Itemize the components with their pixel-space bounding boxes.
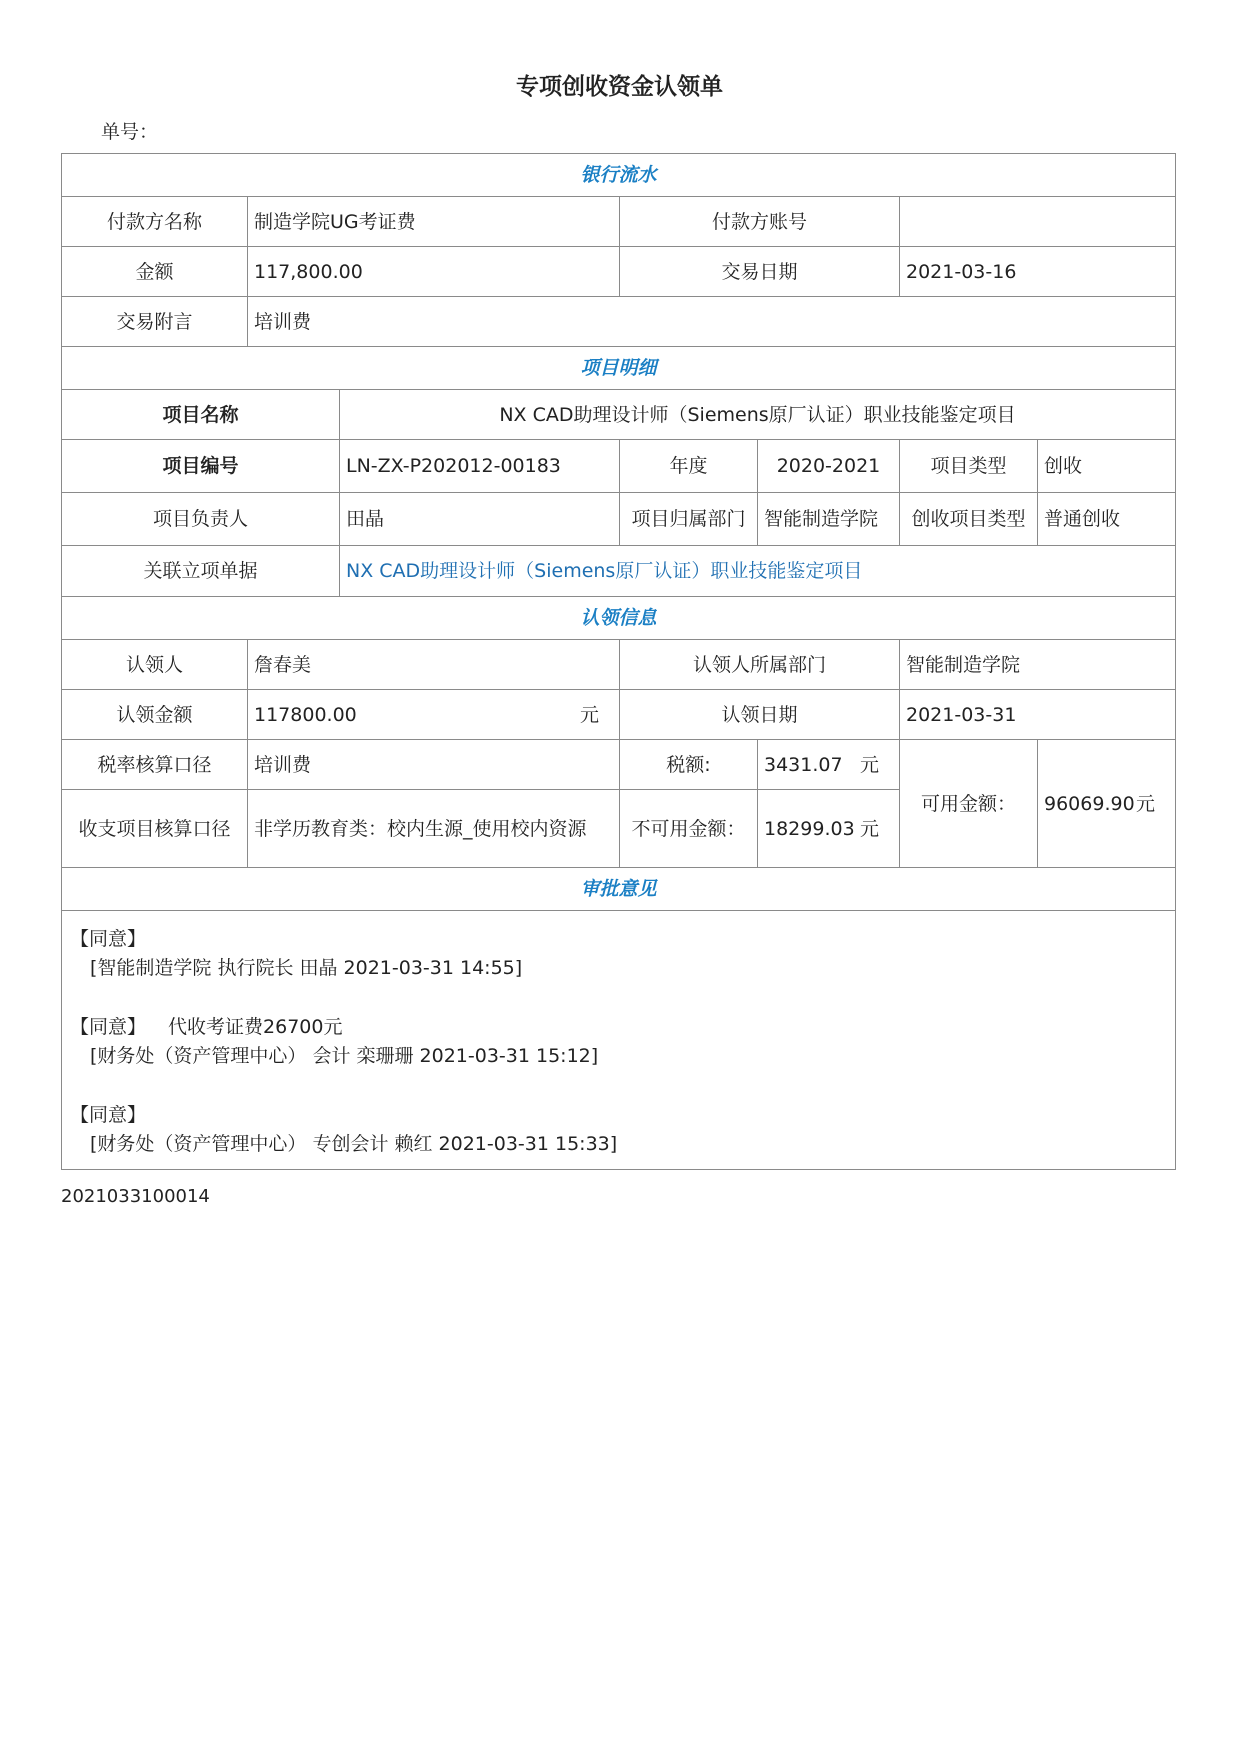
approval-note: 代收考证费26700元: [168, 1016, 343, 1038]
approval-entry: [70, 1101, 1167, 1159]
approval-verdict: 【同意】: [70, 1104, 147, 1126]
approval-list: [62, 911, 1176, 1170]
project-dept-label: 项目归属部门: [620, 493, 758, 546]
tax-basis-value: 培训费: [248, 740, 620, 790]
claim-date-label: 认领日期: [620, 690, 900, 740]
project-code-value: LN-ZX-P202012-00183: [340, 440, 620, 493]
section-bank-flow: 银行流水: [62, 154, 1176, 197]
unavailable-label: 不可用金额：: [620, 790, 758, 868]
project-dept-value: 智能制造学院: [758, 493, 900, 546]
section-claim-info: 认领信息: [62, 597, 1176, 640]
approval-verdict: 【同意】: [70, 1016, 147, 1038]
section-approval: 审批意见: [62, 868, 1176, 911]
section-project-detail: 项目明细: [62, 347, 1176, 390]
amount-value: 117,800.00: [248, 247, 620, 297]
project-type-value: 创收: [1038, 440, 1176, 493]
item-basis-label: 收支项目核算口径: [62, 790, 248, 868]
tax-basis-label: 税率核算口径: [62, 740, 248, 790]
approval-entry: [70, 1013, 1167, 1071]
amount-label: 金额: [62, 247, 248, 297]
item-basis-value: 非学历教育类：校内生源_使用校内资源: [248, 790, 620, 868]
project-code-label: 项目编号: [62, 440, 340, 493]
claim-amount-value: 117800.00: [254, 703, 357, 726]
claimer-label: 认领人: [62, 640, 248, 690]
available-unit: 元: [1136, 792, 1156, 815]
trade-date-label: 交易日期: [620, 247, 900, 297]
claim-amount-unit: 元: [579, 703, 599, 726]
payer-account-label: 付款方账号: [620, 197, 900, 247]
payer-name-label: 付款方名称: [62, 197, 248, 247]
unavailable-unit: 元: [859, 817, 879, 840]
payer-account-value: [900, 197, 1176, 247]
available-value: 96069.90: [1044, 792, 1135, 815]
project-year-label: 年度: [620, 440, 758, 493]
linked-doc-label: 关联立项单据: [62, 546, 340, 597]
approval-entry: [70, 925, 1167, 983]
payer-name-value: 制造学院UG考证费: [248, 197, 620, 247]
tax-label: 税额:: [620, 740, 758, 790]
available-label: 可用金额：: [900, 740, 1038, 868]
trade-date-value: 2021-03-16: [900, 247, 1176, 297]
project-owner-value: 田晶: [340, 493, 620, 546]
tax-cell: [758, 740, 900, 790]
trade-memo-value: 培训费: [248, 297, 1176, 347]
claim-amount-cell: [248, 690, 620, 740]
project-name-value: NX CAD助理设计师（Siemens原厂认证）职业技能鉴定项目: [340, 390, 1176, 440]
approval-verdict: 【同意】: [70, 928, 147, 950]
available-cell: [1038, 740, 1176, 868]
project-type-label: 项目类型: [900, 440, 1038, 493]
unavailable-cell: [758, 790, 900, 868]
approval-detail: [智能制造学院 执行院长 田晶 2021-03-31 14:55]: [90, 957, 523, 979]
project-name-label: 项目名称: [62, 390, 340, 440]
claimer-value: 詹春美: [248, 640, 620, 690]
project-year-value: 2020-2021: [758, 440, 900, 493]
claim-amount-label: 认领金额: [62, 690, 248, 740]
page-title: 专项创收资金认领单: [516, 74, 723, 100]
tax-value: 3431.07: [764, 753, 843, 776]
project-owner-label: 项目负责人: [62, 493, 340, 546]
linked-doc-link[interactable]: NX CAD助理设计师（Siemens原厂认证）职业技能鉴定项目: [340, 546, 1176, 597]
income-type-label: 创收项目类型: [900, 493, 1038, 546]
serial-number: 2021033100014: [61, 1186, 210, 1207]
claim-date-value: 2021-03-31: [900, 690, 1176, 740]
tax-unit: 元: [859, 753, 879, 776]
unavailable-value: 18299.03: [764, 817, 855, 840]
approval-detail: [财务处（资产管理中心） 会计 栾珊珊 2021-03-31 15:12]: [90, 1045, 599, 1067]
trade-memo-label: 交易附言: [62, 297, 248, 347]
approval-detail: [财务处（资产管理中心） 专创会计 赖红 2021-03-31 15:33]: [90, 1133, 618, 1155]
claim-form-table: [61, 153, 1176, 1170]
income-type-value: 普通创收: [1038, 493, 1176, 546]
claimer-dept-label: 认领人所属部门: [620, 640, 900, 690]
claimer-dept-value: 智能制造学院: [900, 640, 1176, 690]
doc-number-label: 单号：: [101, 121, 159, 143]
